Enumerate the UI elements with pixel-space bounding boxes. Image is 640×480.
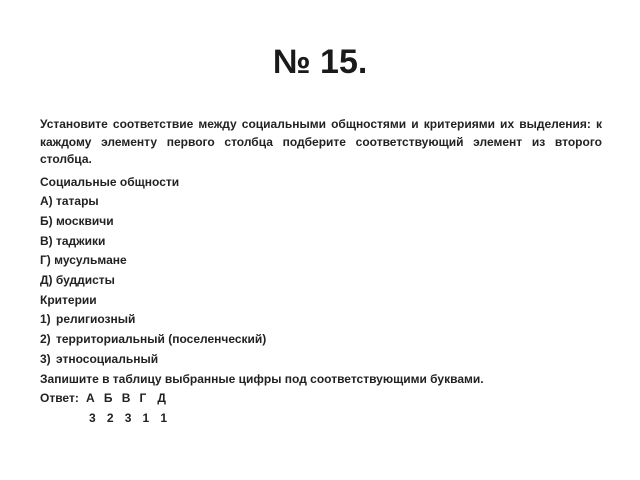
community-item-b: Б) москвичи [40,213,114,228]
answer-digit: 1 [160,410,168,425]
criterion-item-2 [40,330,602,350]
criterion-item-3 [40,350,602,370]
answer-letter: В [121,391,131,406]
communities-heading: Социальные общности [40,174,180,189]
criteria-heading: Критерии [40,292,97,307]
criterion-text: территориальный (поселенческий) [56,332,267,347]
answer-digits [89,409,175,429]
criterion-number: 3) [40,351,51,366]
criterion-text: религиозный [56,312,136,327]
community-item-g: Г) мусульмане [40,253,127,268]
answer-digit: 1 [142,410,150,425]
slide-title: № 15. [272,43,368,81]
answer-digit: 3 [89,410,96,425]
community-item-a: А) татары [40,194,99,209]
answer-digit: 3 [124,410,132,425]
answer-header-row [40,389,602,409]
instruction-text: Запишите в таблицу выбранные цифры под соответствующими буквами. [40,371,484,386]
answer-digit: 2 [106,410,114,425]
answer-letters [86,389,172,409]
answer-label: Ответ: [40,391,79,406]
community-item-d: Д) буддисты [40,273,115,288]
criterion-number: 1) [40,312,51,327]
task-text: Установите соответствие между социальными общностями и критериями их выделения: к каждому элементу первого столбца подберите соответствующий элемент из второго столбца. [40,117,602,166]
answer-letter: Г [139,391,147,406]
community-item-v: В) таджики [40,233,106,248]
criterion-text: этносоциальный [56,351,159,366]
answer-digits-row [40,409,602,429]
criterion-number: 2) [40,332,51,347]
answer-letter: Б [103,391,113,406]
answer-letter: А [86,391,95,406]
criterion-item-1 [40,310,602,330]
answer-letter: Д [157,391,166,406]
task-content [40,116,602,429]
